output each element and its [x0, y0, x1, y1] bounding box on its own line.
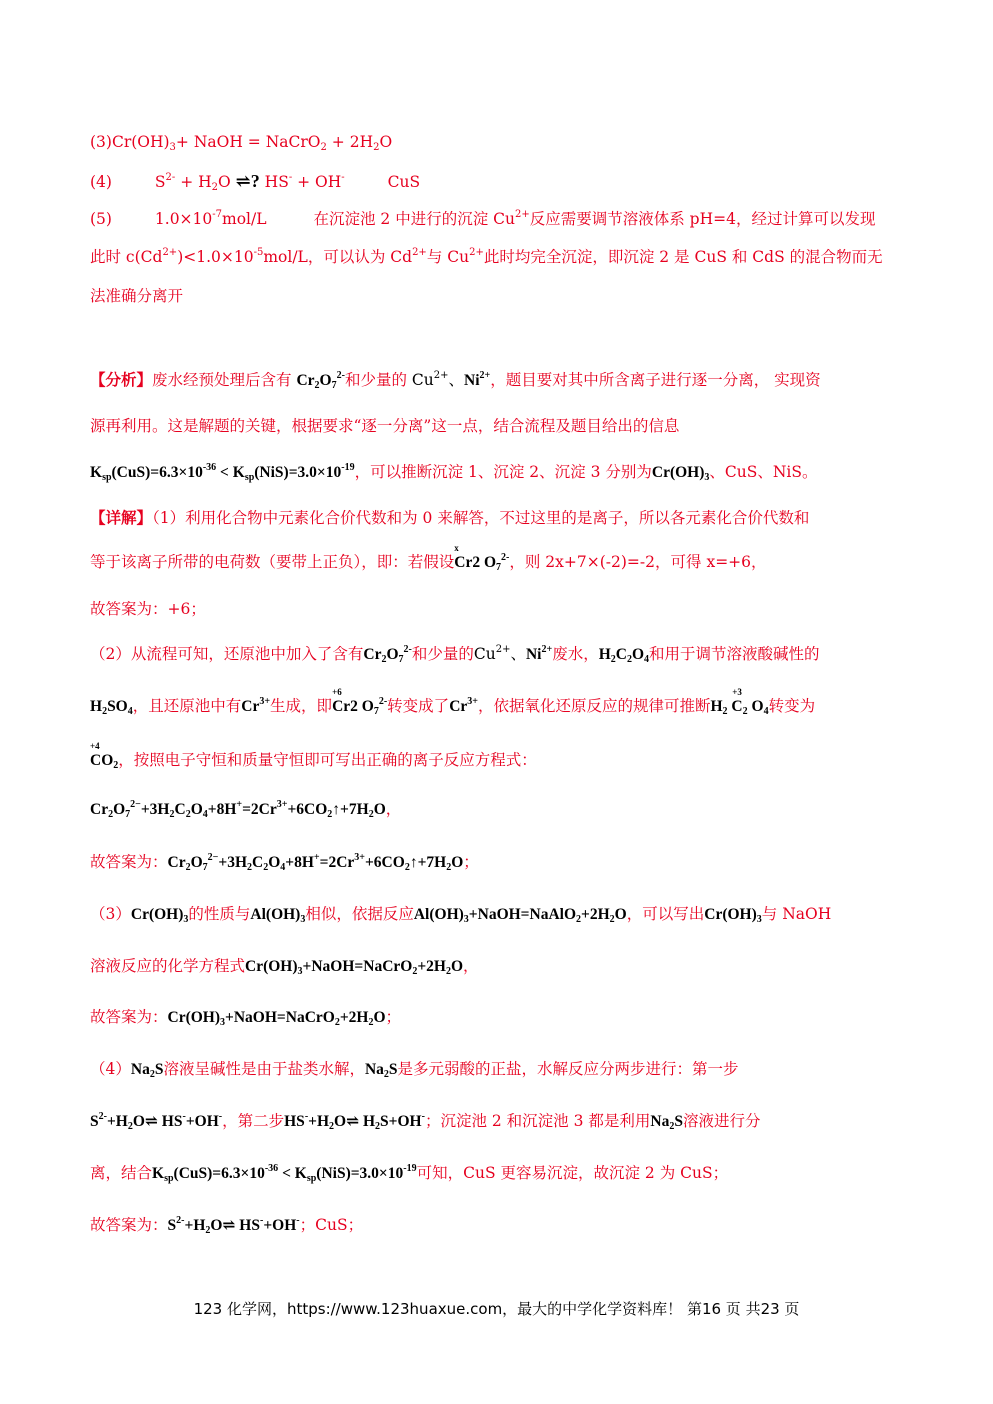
detail-q1-answer: 故答案为：+6； [90, 600, 206, 618]
detail-line-1: 【详解】（1）利用化合物中元素化合价代数和为 0 来解答，不过这里的是离子，所以各元素化合价代数和 [90, 509, 810, 527]
answer-line-3: $(3)Cr(OH)_3+$ NaOH = NaCrO$_2$ + $2H_2O$ [90, 133, 393, 153]
detail-q4-line-3: 离，结合$K_{sp}(CuS)=6.3\times 10^{-36} < K_{sp}(NiS)=3.0\times 10^{-19}$可知，CuS 更容易沉淀，故沉淀 2 为 CuS； [90, 1163, 729, 1184]
answer-4-num: (4) [90, 173, 112, 191]
answer-line-7: 法准确分离开 [90, 287, 184, 305]
detail-line-2: 等于该离子所带的电荷数（要带上正负），即：若假设 x Cr2 $O_7^{2-}$，则 2x+7×(-2)=-2，可得 x=+6， [90, 543, 767, 573]
detail-q2-answer: 故答案为：$Cr_2O_7^{2-}+3H_2C_2O_4+8H^+=2Cr^{3+}+6CO_2↑+7H_2O$； [90, 852, 479, 873]
answer-4-cus: CuS [387, 173, 421, 191]
page-footer: 123 化学网，https://www.123huaxue.com，最大的中学化学资料库！ 第16 页 共23 页 [193, 1300, 800, 1318]
answer-3-text: (3)Cr(OH) [90, 133, 170, 151]
analysis-line-3: $K_{sp}(CuS)=6.3\times 10^{-36} < K_{sp}(NiS)=3.0\times 10^{-19}$，可以推断沉淀 1、沉淀 2、沉淀 3 分别为$Cr(OH)_3$、CuS、NiS。 [90, 462, 818, 483]
detail-q3-line-1: $(3)Cr(OH)_3$的性质与$Al(OH)_3$相似，依据反应$Al(OH)_3+NaOH=NaAlO_2+2H_2O$，可以写出$Cr(OH)_3$与 NaOH [90, 905, 832, 925]
answer-line-5: (5) $1.0\times 10^{-7}mol/L$ 在沉淀池 2 中进行的沉淀 $Cu^{2+}$反应需要调节溶液体系 pH=4，经过计算可以发现 [90, 209, 876, 228]
analysis-label: 【分析】 [90, 372, 153, 389]
answer-5-num: (5) [90, 210, 112, 228]
detail-label: 【详解】 [90, 510, 153, 527]
detail-q4-line-2: $S^{2-}+H_2O\rightleftharpoons$ HS-+OH-，第二步$HS^-+H_2O\rightleftharpoons$ $H_2S+OH^-$；沉淀池 2 和沉淀池 3 都是利用$Na_2S$溶液进行分 [90, 1111, 761, 1132]
detail-q2-line-2: $H_2SO_4$，且还原池中有$Cr^{3+}$生成，即 +6 Cr2 $O_7^{2-}$转变成了$Cr^{3+}$，依据氧化还原反应的规律可推断$H_2$ +3 $C_2$ $O_4$转变为 [90, 687, 816, 717]
detail-q4-answer: 故答案为：$S^{2-}+H_2O\rightleftharpoons$ HS-+OH-；CuS； [90, 1215, 364, 1236]
answer-line-4: (4) $S^{2-} + H_2O$ ⇌? HS- + OH- CuS [90, 171, 421, 193]
detail-q3-line-2: 溶液反应的化学方程式$Cr(OH)_3+NaOH=NaCrO_2+2H_2O$， [90, 957, 479, 977]
analysis-line-2: 源再利用。这是解题的关键，根据要求“逐一分离”这一点，结合流程及题目给出的信息 [90, 417, 680, 435]
analysis-line-1: 【分析】废水经预处理后含有 $Cr_2O_7^{2-}$和少量的 $Cu^{2+}$、$Ni^{2+}$，题目要对其中所含离子进行逐一分离， 实现资 [90, 370, 821, 391]
detail-q3-answer: 故答案为：$Cr(OH)_3+NaOH=NaCrO_2+2H_2O$； [90, 1008, 402, 1028]
detail-q2-line-3: +4 $CO_2$，按照电子守恒和质量守恒即可写出正确的离子反应方程式： [90, 741, 537, 771]
answer-line-6: 此时 $c(Cd^{2+})<1.0\times 10^{-5}mol/L$，可以认为 $Cd^{2+}$与 $Cu^{2+}$此时均完全沉淀，即沉淀 2 是 CuS 和 CdS 的混合物而无 [90, 247, 883, 266]
detail-q2-equation: $Cr_2O_7^{2-}+3H_2C_2O_4+8H^+=2Cr^{3+}+6CO_2↑+7H_2O$， [90, 799, 402, 820]
detail-q2-line-1: （2）从流程可知，还原池中加入了含有$Cr_2O_7^{2-}$和少量的$Cu^{2+}$、$Ni^{2+}$废水，$H_2C_2O_4$和用于调节溶液酸碱性的 [90, 644, 820, 665]
detail-q4-line-1: $(4)Na_2S$溶液呈碱性是由于盐类水解，$Na_2S$是多元弱酸的正盐，水解反应分两步进行：第一步 [90, 1060, 739, 1080]
